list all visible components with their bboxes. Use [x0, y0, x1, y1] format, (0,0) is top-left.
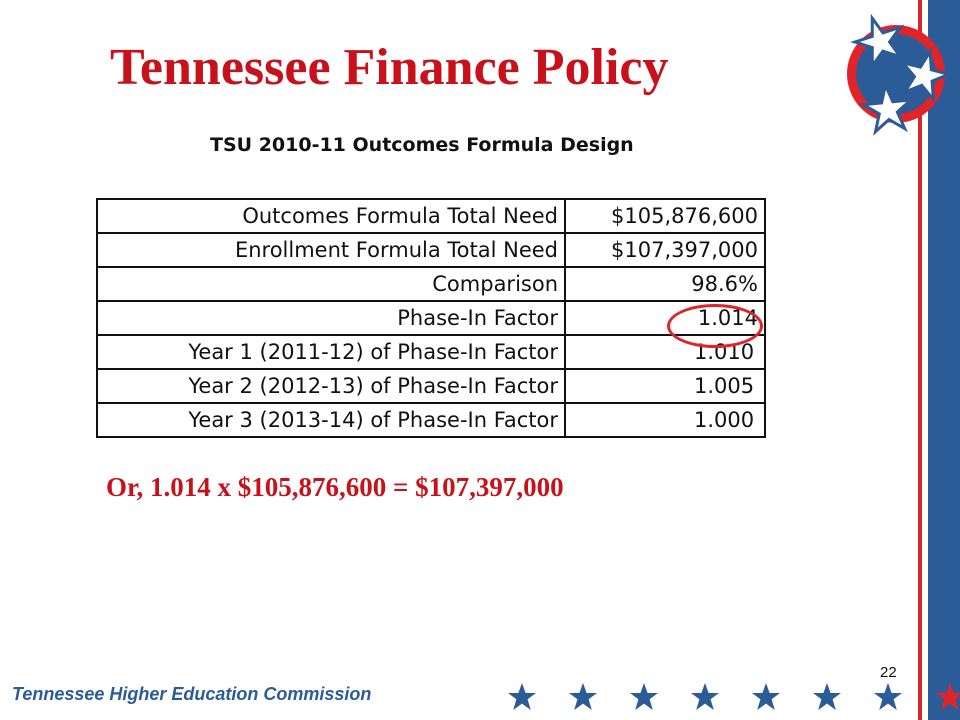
footer-organization: Tennessee Higher Education Commission — [12, 684, 372, 704]
table-row — [97, 335, 765, 369]
row-label: Year 1 (2011-12) of Phase-In Factor — [97, 335, 565, 369]
slide-title: Tennessee Finance Policy — [110, 39, 669, 96]
star-icon — [506, 682, 538, 712]
row-label: Phase-In Factor — [97, 301, 565, 335]
table-row — [97, 369, 765, 403]
row-label: Comparison — [97, 267, 565, 301]
slide-number: 22 — [880, 664, 897, 681]
table-row — [97, 301, 765, 335]
row-value: 1.000 — [565, 403, 765, 437]
row-value: 1.005 — [565, 369, 765, 403]
star-icon — [934, 682, 960, 712]
table-row — [97, 267, 765, 301]
table-row — [97, 403, 765, 437]
star-icon — [628, 682, 660, 712]
row-value: 1.010 — [565, 335, 765, 369]
star-icon — [689, 682, 721, 712]
row-label: Outcomes Formula Total Need — [97, 199, 565, 233]
star-icon — [811, 682, 843, 712]
row-value: 98.6% — [565, 267, 765, 301]
row-value: $107,397,000 — [565, 233, 765, 267]
table-caption: TSU 2010-11 Outcomes Formula Design — [210, 134, 634, 156]
star-icon — [750, 682, 782, 712]
row-value: 1.014 — [565, 301, 765, 335]
row-label: Year 2 (2012-13) of Phase-In Factor — [97, 369, 565, 403]
table-row — [97, 199, 765, 233]
outcomes-formula-table — [96, 198, 766, 438]
row-label: Year 3 (2013-14) of Phase-In Factor — [97, 403, 565, 437]
tennessee-tristar-logo-icon — [838, 8, 950, 136]
star-icon — [567, 682, 599, 712]
row-value: $105,876,600 — [565, 199, 765, 233]
equation-text: Or, 1.014 x $105,876,600 = $107,397,000 — [106, 472, 564, 502]
table-row — [97, 233, 765, 267]
row-label: Enrollment Formula Total Need — [97, 233, 565, 267]
star-icon — [872, 682, 904, 712]
phase-in-factor-highlight-oval — [667, 304, 763, 348]
